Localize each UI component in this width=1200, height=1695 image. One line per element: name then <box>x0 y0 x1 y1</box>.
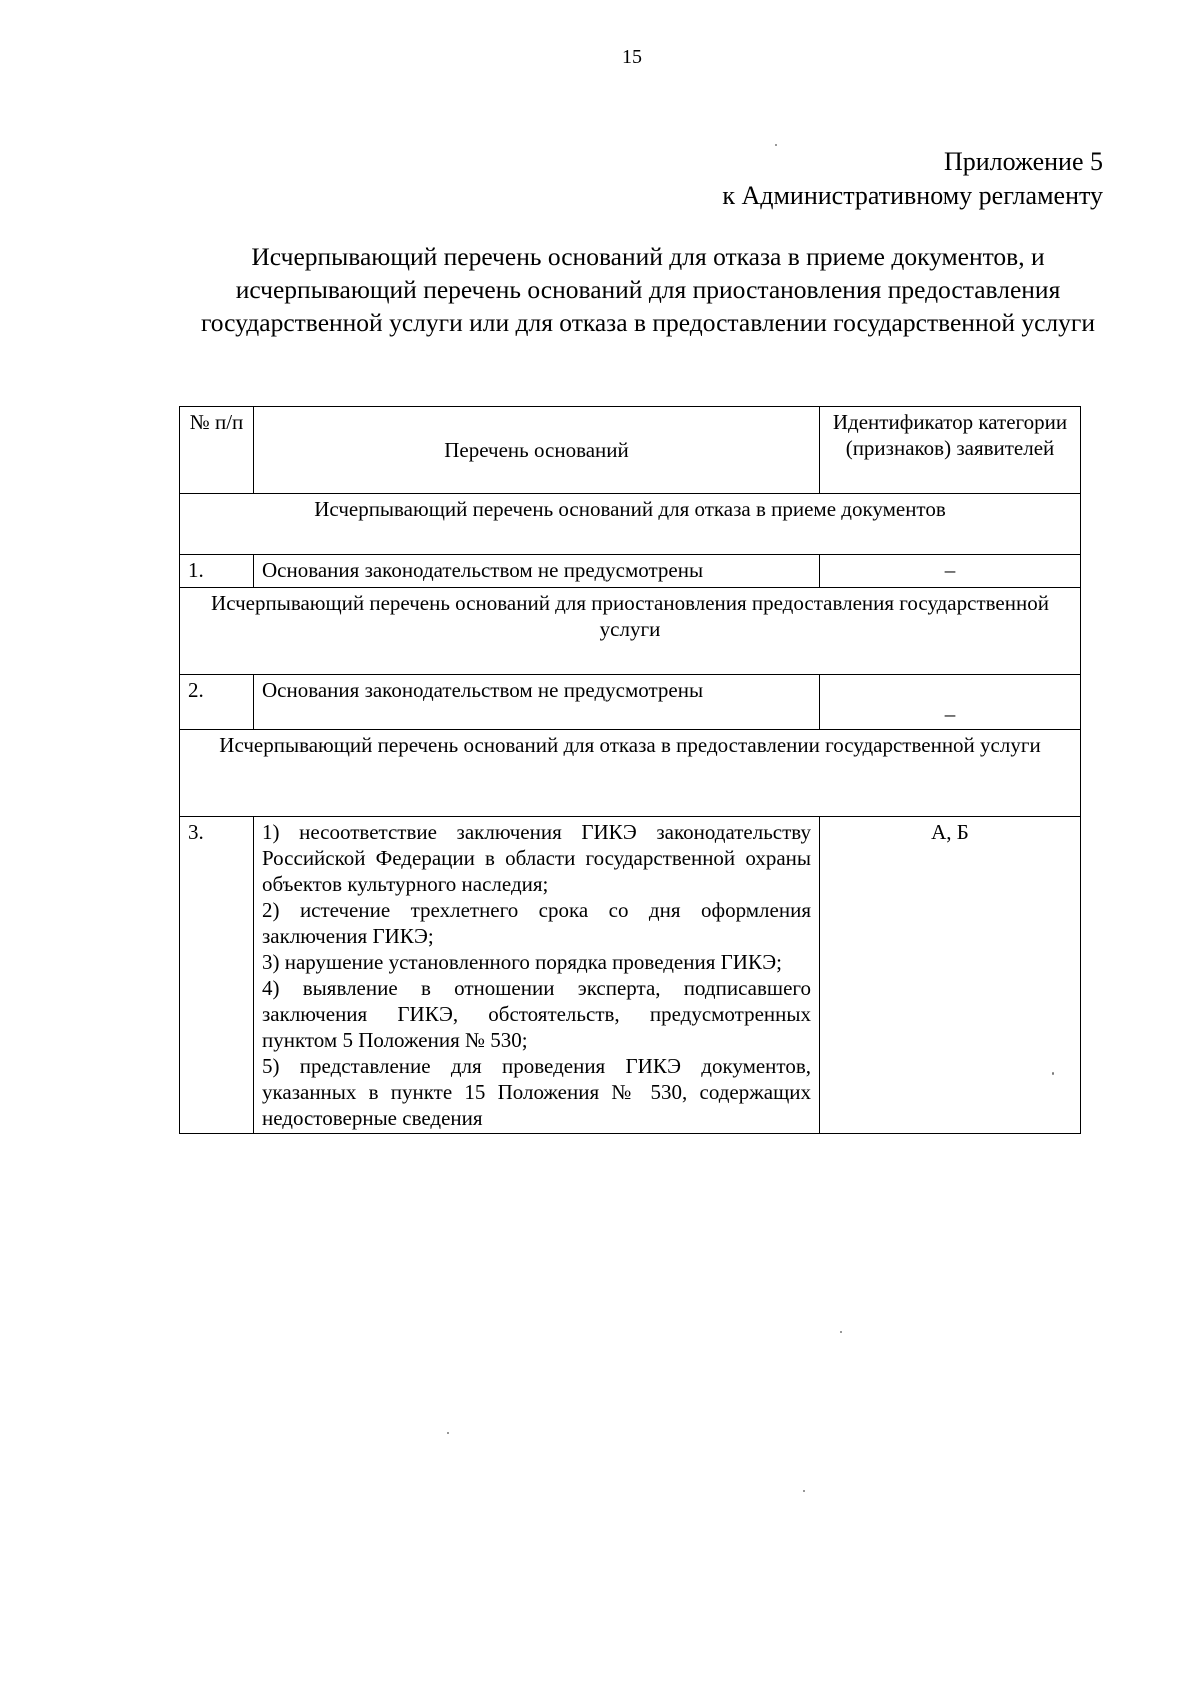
scan-speck <box>803 1490 805 1492</box>
scan-speck <box>1052 1072 1054 1075</box>
header-grounds-list: Перечень оснований <box>254 407 820 494</box>
section-heading-row <box>180 730 1081 817</box>
row-number: 3. <box>180 817 254 1134</box>
grounds-item: 1) несоответствие заключения ГИКЭ законодательству Российской Федерации в области государственной охраны объектов культурного наследия; <box>262 820 811 896</box>
grounds-table <box>179 406 1081 1134</box>
page-number: 15 <box>622 46 642 68</box>
row-number: 1. <box>180 555 254 588</box>
grounds-item: 4) выявление в отношении эксперта, подписавшего заключения ГИКЭ, обстоятельств, предусмотренных пунктом 5 Положения № 530; <box>262 976 811 1052</box>
document-title: Исчерпывающий перечень оснований для отказа в приеме документов, и исчерпывающий перечень оснований для приостановления предоставления государственной услуги или для отказа в предоставлении государственной услуги <box>200 242 1096 337</box>
section-heading-row <box>180 494 1081 555</box>
header-number: № п/п <box>180 407 254 494</box>
section-heading-row <box>180 588 1081 675</box>
row-grounds-list <box>254 817 820 1134</box>
table-row <box>180 675 1081 730</box>
row-number: 2. <box>180 675 254 730</box>
scan-speck <box>447 1432 449 1434</box>
row-applicant-category: – <box>820 555 1081 588</box>
table-header-row <box>180 407 1081 494</box>
grounds-item: 3) нарушение установленного порядка проведения ГИКЭ; <box>262 950 782 974</box>
row-applicant-category: – <box>820 675 1081 730</box>
appendix-label: Приложение 5 <box>943 147 1103 176</box>
row-grounds-text: Основания законодательством не предусмотрены <box>254 675 820 730</box>
appendix-regulation: к Административному регламенту <box>722 181 1103 210</box>
scan-speck <box>840 1331 842 1333</box>
section-heading-suspension: Исчерпывающий перечень оснований для приостановления предоставления государственной услуги <box>180 588 1081 675</box>
table-row <box>180 817 1081 1134</box>
section-heading-refusal-acceptance: Исчерпывающий перечень оснований для отказа в приеме документов <box>180 494 1081 555</box>
grounds-item: 2) истечение трехлетнего срока со дня оформления заключения ГИКЭ; <box>262 898 811 948</box>
row-applicant-category: А, Б <box>820 817 1081 1134</box>
row-grounds-text: Основания законодательством не предусмотрены <box>254 555 820 588</box>
scan-speck <box>775 144 777 146</box>
header-applicant-category: Идентификатор категории (признаков) заявителей <box>820 407 1081 494</box>
grounds-item: 5) представление для проведения ГИКЭ документов, указанных в пункте 15 Положения № 530, содержащих недостоверные сведения <box>262 1054 811 1130</box>
section-heading-refusal-service: Исчерпывающий перечень оснований для отказа в предоставлении государственной услуги <box>180 730 1081 817</box>
table-row <box>180 555 1081 588</box>
appendix-reference <box>722 145 1103 213</box>
